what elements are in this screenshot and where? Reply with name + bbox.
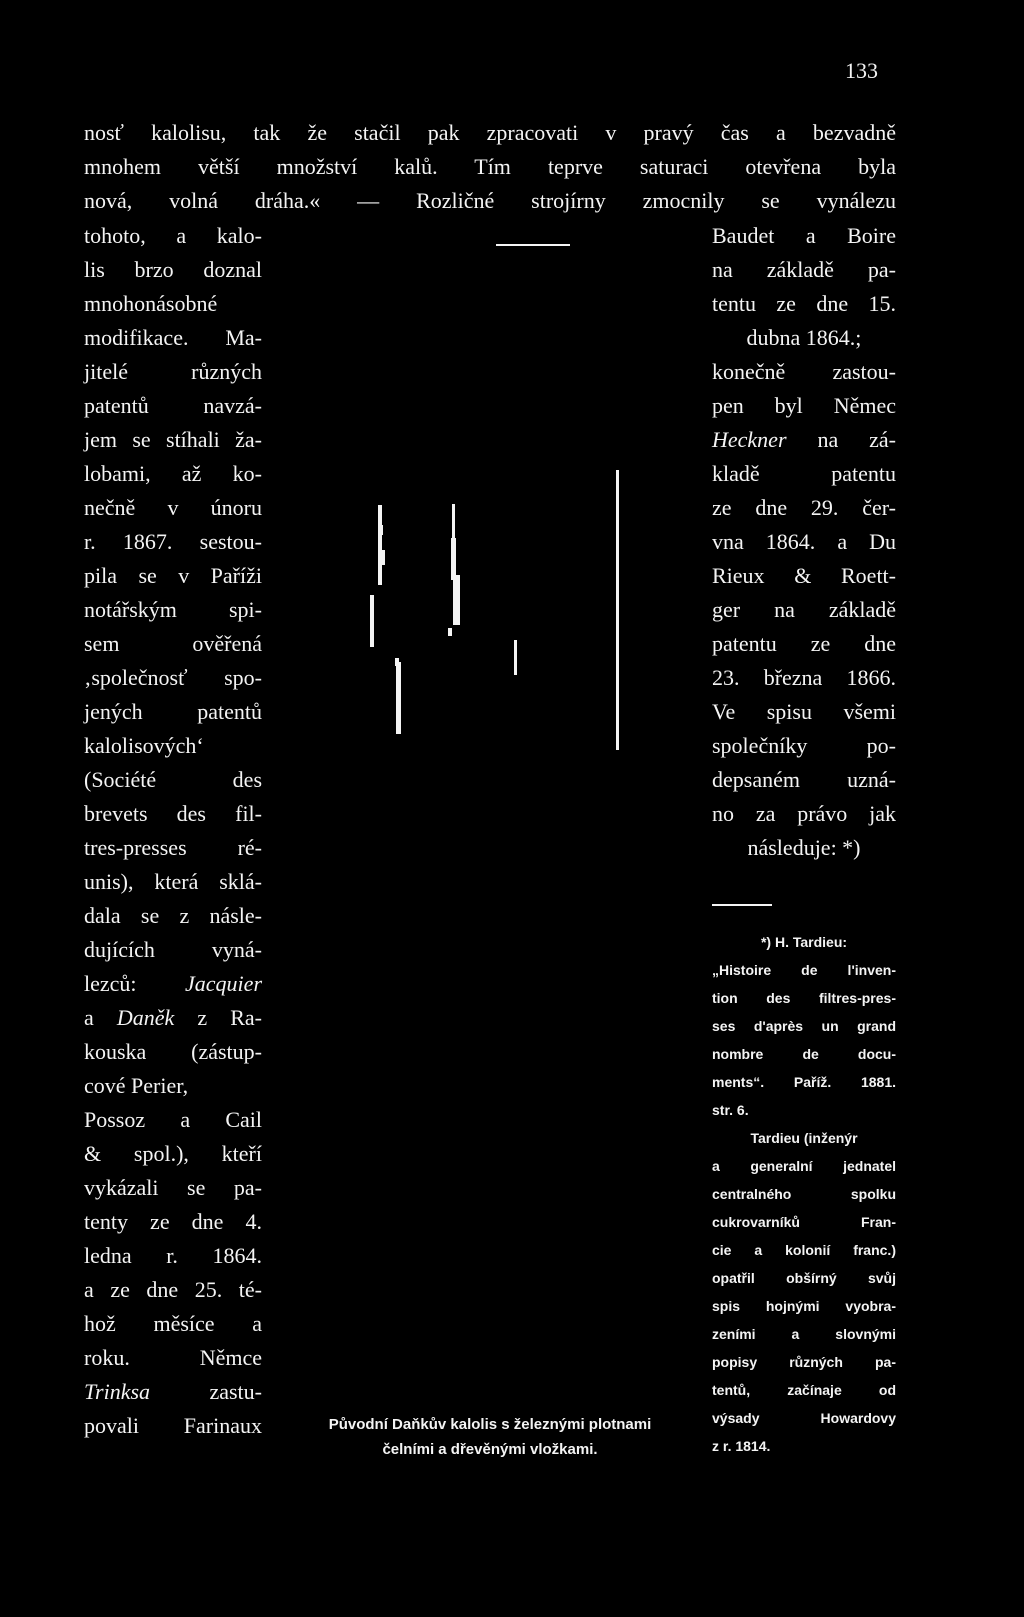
footnote-line: výsady Howardovy [712,1410,896,1426]
footnote-line: cukrovarníků Fran- [712,1214,896,1230]
text-line: lobami, až ko- [84,461,262,486]
footnote-line: spis hojnými vyobra- [712,1298,896,1314]
press-plate-edge [370,595,374,647]
text-line: patentů navzá- [84,393,262,418]
text-line: jitelé různých [84,359,262,384]
text-line: no za právo jak [712,801,896,826]
text-line: Heckner na zá- [712,427,896,452]
text-line: dubna 1864.; [746,325,862,350]
press-plate-edge [378,505,382,585]
text-line: (Société des [84,767,262,792]
text-line: Possoz a Cail [84,1107,262,1132]
text-line: pen byl Němec [712,393,896,418]
text-line: kouska (zástup- [84,1039,262,1064]
body-text-top-line: nová, volná dráha.« — Rozličné strojírny zmocnily se vynálezu [84,188,896,213]
press-plate-edge [381,525,383,535]
footnote-line: nombre de docu- [712,1046,896,1062]
text-line: brevets des fil- [84,801,262,826]
figure-caption [280,1412,700,1462]
text-line: a ze dne 25. té- [84,1277,262,1302]
caption-line: Původní Daňkův kalolis s železnými plotnami [328,1416,652,1433]
text-line: tohoto, a kalo- [84,223,262,248]
text-line: konečně zastou- [712,359,896,384]
press-plate-edge [514,640,517,675]
text-line: ze dne 29. čer- [712,495,896,520]
body-text-top-line: nosť kalolisu, tak že stačil pak zpracovati v pravý čas a bezvadně [84,120,896,145]
text-line: tenty ze dne 4. [84,1209,262,1234]
footnote-line: ments“. Paříž. 1881. [712,1074,896,1090]
text-line: ‚společnosť spo- [84,665,262,690]
italic-name: Daněk [116,1005,175,1030]
text-line: modifikace. Ma- [84,325,262,350]
text-line: & spol.), kteří [84,1141,262,1166]
text-line: nečně v únoru [84,495,262,520]
text-line: mnohonásobné [84,291,218,316]
text-line: hož měsíce a [84,1311,262,1336]
text-line: lezců: Jacquier [84,971,262,996]
text-line: jených patentů [84,699,262,724]
text-line: Rieux & Roett- [712,563,896,588]
press-plate-edge [448,628,452,636]
text-line: lis brzo doznal [84,257,262,282]
text-line: roku. Němce [84,1345,262,1370]
footnote-line: popisy různých pa- [712,1354,896,1370]
footnote-line: a generalní jednatel [712,1158,896,1174]
press-plate-edge [451,538,456,580]
body-text-top-line: mnohem větší množství kalů. Tím teprve saturaci otevřena byla [84,154,896,179]
text-line: Ve spisu všemi [712,699,896,724]
footnote-line: Tardieu (inženýr [750,1130,858,1146]
text-line: následuje: *) [747,835,861,860]
caption-line: čelními a dřevěnými vložkami. [382,1441,598,1458]
filter-press-illustration [340,440,680,800]
text-line: dujících vyná- [84,937,262,962]
text-line: dala se z násle- [84,903,262,928]
left-text-column [84,219,262,1443]
text-line: pila se v Paříži [84,563,262,588]
text-line: r. 1867. sestou- [84,529,262,554]
text-line: tentu ze dne 15. [712,291,896,316]
press-plate-edge [395,658,399,666]
footnote-rule [712,904,772,906]
italic-name: Trinksa [84,1379,151,1404]
footnote-line: ses d'après un grand [712,1018,896,1034]
text-line: ger na základě [712,597,896,622]
italic-name: Heckner [712,427,787,452]
press-plate-edge [616,470,619,750]
page-number: 133 [845,58,878,83]
text-line: 23. března 1866. [712,665,896,690]
text-line: ledna r. 1864. [84,1243,262,1268]
footnote-line: z r. 1814. [712,1438,771,1454]
press-plate-edge [453,575,460,625]
text-line: jem se stíhali ža- [84,427,262,452]
separator-rule [496,244,570,246]
text-line: sem ověřená [84,631,262,656]
italic-name: Jacquier [185,971,262,996]
text-line: a Daněk z Ra- [84,1005,262,1030]
text-line: Trinksa zastu- [84,1379,262,1404]
text-line: vna 1864. a Du [712,529,896,554]
text-line: kladě patentu [712,461,896,486]
footnote-line: str. 6. [712,1102,749,1118]
text-line: kalolisových‘ [84,733,204,758]
text-line: notářským spi- [84,597,262,622]
press-plate-edge [396,662,401,734]
footnote-line: opatřil obšírný svůj [712,1270,896,1286]
text-line: vykázali se pa- [84,1175,262,1200]
text-line: cové Perier, [84,1073,189,1098]
footnote-line: tentů, začínaje od [712,1382,896,1398]
footnote-line: „Histoire de l'inven- [712,962,896,978]
text-line: depsaném uzná- [712,767,896,792]
footnote [712,928,896,1460]
text-line: patentu ze dne [712,631,896,656]
footnote-line: *) H. Tardieu: [760,934,848,950]
text-line: unis), která sklá- [84,869,262,894]
footnote-line: zeními a slovnými [712,1326,896,1342]
text-line: Baudet a Boire [712,223,896,248]
footnote-line: centralného spolku [712,1186,896,1202]
text-line: společníky po- [712,733,896,758]
press-plate-edge [382,550,385,565]
text-line: na základě pa- [712,257,896,282]
footnote-line: cie a kolonií franc.) [712,1242,896,1258]
text-line: tres-presses ré- [84,835,262,860]
right-text-column [712,219,896,865]
text-line: povali Farinaux [84,1413,262,1438]
footnote-line: tion des filtres-pres- [712,990,896,1006]
